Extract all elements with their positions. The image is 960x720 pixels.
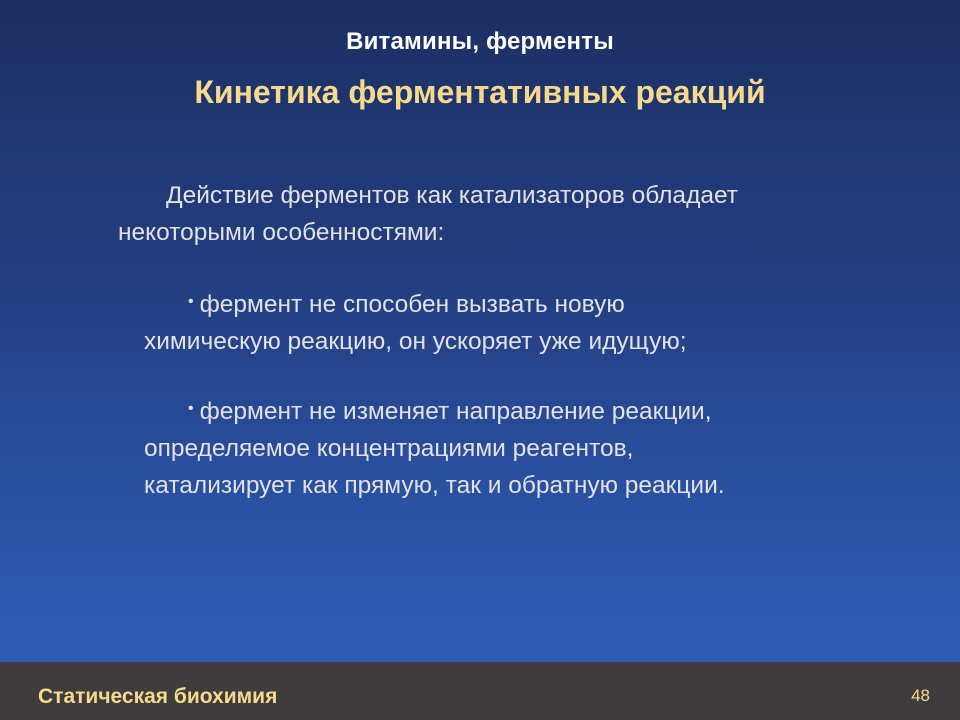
intro-paragraph [118,177,898,251]
bullet-2-line-2: определяемое концентрациями реагентов, [144,435,634,462]
bullet-1-line-2: химическую реакцию, он ускоряет уже идущую; [144,328,687,355]
bullet-item-1 [144,283,904,360]
footer-course-title: Статическая биохимия [38,685,278,708]
intro-line-1: Действие ферментов как катализаторов обладает [166,182,739,209]
bullet-1-text-1: фермент не способен вызвать новую [199,291,625,318]
bullet-item-2 [144,390,904,504]
footer-bar [0,662,960,720]
page-number: 48 [911,686,930,705]
intro-line-2: некоторыми особенностями: [118,219,445,246]
bullet-2-line-1 [144,390,904,430]
section-title: Витамины, ферменты [346,28,614,55]
bullet-dot-icon: • [188,293,194,310]
bullet-2-text-1: фермент не изменяет направление реакции, [199,398,712,425]
bullet-2-line-3: катализирует как прямую, так и обратную реакции. [144,472,725,499]
slide-title: Кинетика ферментативных реакций [194,74,766,110]
bullet-1-line-1 [144,283,904,323]
bullet-dot-icon: • [188,400,194,417]
